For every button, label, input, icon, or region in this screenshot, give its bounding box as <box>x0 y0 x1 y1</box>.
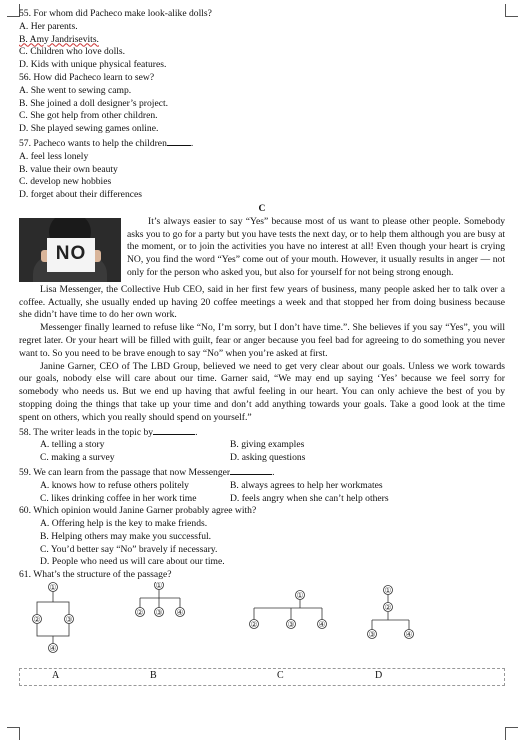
node-c-3: ③ <box>287 620 295 630</box>
reading-passage <box>19 216 505 425</box>
question-56 <box>19 72 505 136</box>
node-a-4: ④ <box>49 644 57 654</box>
option-b: B. Helping others may make you successful. <box>40 530 212 542</box>
passage-paragraph-4: Janine Garner, CEO of The LBD Group, believed we need to get very clear about our goals. Unless we work towards our goals, nobody else will care about our time. Garner said, “We may end up saying ‘Yes’ because we feel sorry for somebody who needs us. But we end up having that awful feeling in our heart. You can only achieve the best of you by stopping doing the things that take up your time and don’t add anything towards your goals. Take a good look at the time spent on others, which you really should spend on yourself.” <box>19 360 505 423</box>
option-c: C. She got help from other children. <box>19 110 158 122</box>
structure-diagrams-svg <box>19 582 505 668</box>
option-d: D. forget about their differences <box>19 189 142 201</box>
stem-end: . <box>272 466 275 478</box>
question-stem: 55. For whom did Pacheco make look-alike dolls? <box>19 8 212 19</box>
option-b-text: B. Amy Jandrisevits. <box>19 33 99 45</box>
option-b <box>19 34 505 47</box>
choice-a-label: A <box>52 670 60 682</box>
question-59 <box>19 465 505 505</box>
node-c-2: ② <box>250 620 258 630</box>
question-57 <box>19 136 505 202</box>
option-b: B. giving examples <box>230 439 305 451</box>
option-row <box>19 439 505 452</box>
node-d-3: ③ <box>368 630 376 640</box>
node-d-2: ② <box>384 603 392 613</box>
crop-mark-bottom-left <box>7 727 20 740</box>
option-a: A. Offering help is the key to make friends. <box>40 518 208 530</box>
node-b-4: ④ <box>176 608 184 618</box>
node-c-1: ① <box>296 591 304 601</box>
option-d: D. feels angry when she can’t help others <box>230 492 389 504</box>
node-c-4: ④ <box>318 620 326 630</box>
question-stem <box>19 425 505 440</box>
section-heading: C <box>258 202 266 214</box>
option-b: B. She joined a doll designer’s project. <box>19 97 169 109</box>
passage-paragraph-2: Lisa Messenger, the Collective Hub CEO, said in her first few years of business, many people asked her to talk over a coffee. Actually, she usually ended up having 20 coffee meetings a week and that stopped her from doing business because she didn’t have time to do her own work. <box>19 283 505 321</box>
stem-end: . <box>190 137 194 149</box>
choice-d-label: D <box>375 670 383 682</box>
option-c: C. likes drinking coffee in her work time <box>40 492 197 504</box>
option-c: C. You’d better say “No” bravely if necessary. <box>40 543 218 555</box>
no-sign-photo <box>19 218 121 282</box>
option-a: A. Her parents. <box>19 20 78 32</box>
node-a-3: ③ <box>65 615 73 625</box>
choice-c-label: C <box>277 670 284 682</box>
option-row <box>19 480 505 493</box>
question-stem: 61. What’s the structure of the passage? <box>19 569 172 581</box>
option-a: A. feel less lonely <box>19 150 89 162</box>
answer-blank <box>230 465 272 475</box>
diagram-d <box>368 586 414 640</box>
diagram-choice-labels <box>19 668 505 686</box>
diagram-b <box>136 582 185 617</box>
node-d-4: ④ <box>405 630 413 640</box>
stem-end: . <box>195 426 198 438</box>
question-stem <box>19 136 505 151</box>
photo-sign: NO <box>47 238 95 272</box>
option-c: C. Children who love dolls. <box>19 46 126 58</box>
structure-diagrams <box>19 582 505 668</box>
passage-paragraph-3: Messenger finally learned to refuse like “No, I’m sorry, but I don’t have time.”. She believes if you say “Yes”, you will regret later. Or your heart will be filled with guilt, fear or anger because you feel bad for agreeing to do something you never want to. So you need to be brave enough to say “No” when you’re asked at first. <box>19 322 505 359</box>
question-stem: 56. How did Pacheco learn to sew? <box>19 71 155 83</box>
option-c: C. develop new hobbies <box>19 176 112 188</box>
option-row <box>19 493 505 506</box>
crop-mark-bottom-right <box>505 727 518 740</box>
option-b: B. always agrees to help her workmates <box>230 479 383 491</box>
option-d: D. People who need us will care about our time. <box>40 556 225 568</box>
question-55 <box>19 8 505 72</box>
option-b: B. value their own beauty <box>19 163 118 175</box>
option-d: D. She played sewing games online. <box>19 123 159 135</box>
node-d-1: ① <box>384 586 392 596</box>
node-a-1: ① <box>49 583 57 593</box>
node-b-2: ② <box>136 608 144 618</box>
choice-b-label: B <box>150 670 157 682</box>
answer-blank <box>167 136 191 146</box>
stem-text: 58. The writer leads in the topic by <box>19 426 154 438</box>
diagram-a <box>33 583 74 654</box>
option-c: C. making a survey <box>40 452 115 464</box>
question-61 <box>19 569 505 686</box>
stem-text: 57. Pacheco wants to help the children <box>19 137 167 149</box>
passage-paragraph-1: It’s always easier to say “Yes” because most of us want to please other people. Somebody asks you to go for a party but you have tests the next day, or to help them although you are busy at the moment, or to join the activities you have no interest at all! Even though your heart is crying NO, you find the word “Yes” come out of your mouth. However, it usually results in anger — not only for the person who asked you, but also for yourself for not being strong enough. <box>127 215 505 278</box>
node-b-1: ① <box>155 582 163 591</box>
diagram-c <box>250 591 327 630</box>
exam-page <box>19 8 505 686</box>
question-stem <box>19 465 505 480</box>
stem-text: 59. We can learn from the passage that now Messenger <box>19 466 231 478</box>
option-row <box>19 452 505 465</box>
option-d: D. Kids with unique physical features. <box>19 59 167 71</box>
option-a: A. She went to sewing camp. <box>19 84 132 96</box>
option-d: D. asking questions <box>230 452 306 464</box>
option-a: A. knows how to refuse others politely <box>40 479 189 491</box>
node-b-3: ③ <box>155 608 163 618</box>
option-a: A. telling a story <box>40 439 105 451</box>
question-60 <box>19 505 505 569</box>
node-a-2: ② <box>33 615 41 625</box>
question-58 <box>19 425 505 465</box>
answer-blank <box>153 425 195 435</box>
question-stem: 60. Which opinion would Janine Garner probably agree with? <box>19 505 257 517</box>
crop-mark-top-right <box>505 4 518 17</box>
